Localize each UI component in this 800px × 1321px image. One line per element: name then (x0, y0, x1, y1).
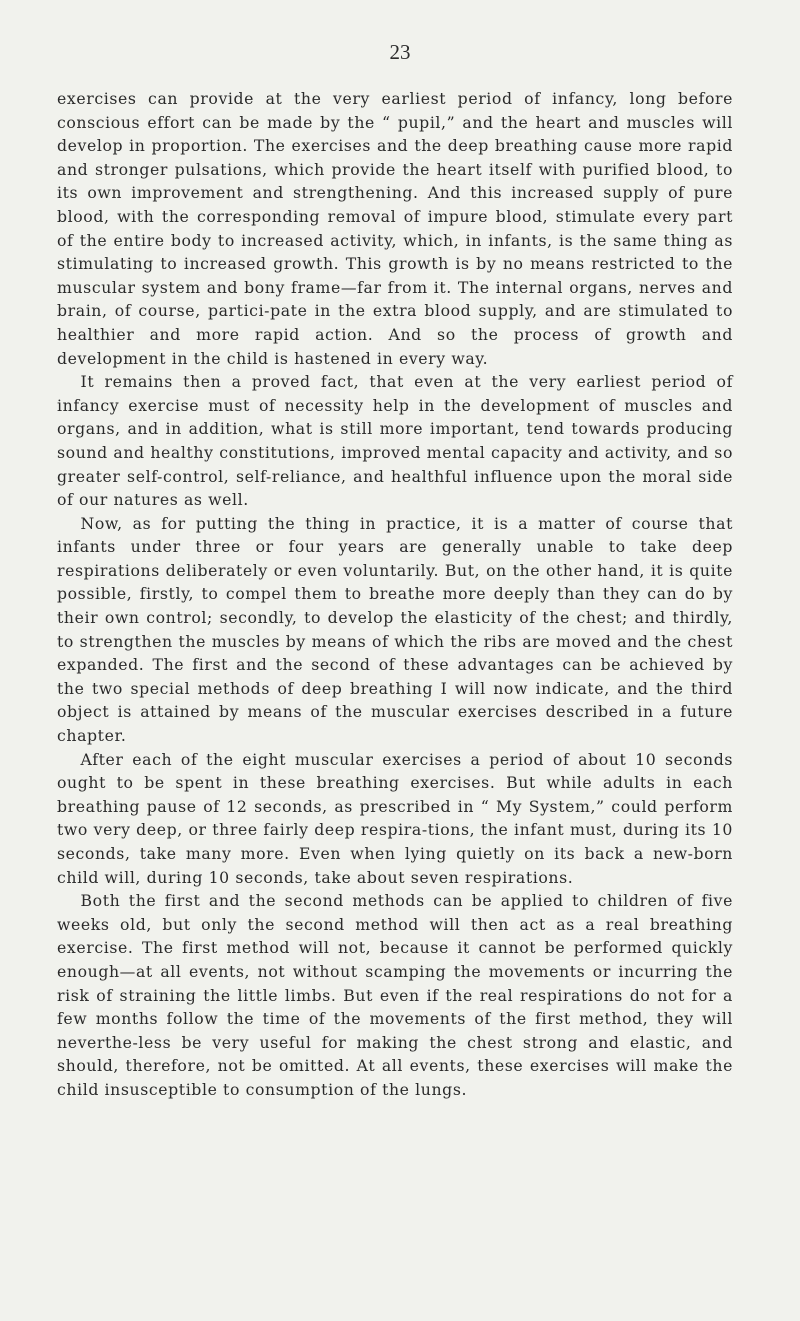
paragraph: exercises can provide at the very earliest period of infancy, long before conscious effort can be made by the “ pupil,” and the heart and muscles will develop in proportion. The exercises and the deep breathing cause more rapid and stronger pulsations, which provide the heart itself with purified blood, to its own improvement and strengthening. And this increased supply of pure blood, with the corresponding removal of impure blood, stimulate every part of the entire body to increased activity, which, in infants, is the same thing as stimulating to increased growth. This growth is by no means restricted to the muscular system and bony frame—far from it. The internal organs, nerves and brain, of course, partici-pate in the extra blood supply, and are stimulated to healthier and more rapid action. And so the process of growth and development in the child is hastened in every way. (57, 89, 733, 368)
paragraph: It remains then a proved fact, that even at the very earliest period of infancy exercise must of necessity help in the development of muscles and organs, and in addition, what is still more important, tend towards producing sound and healthy constitutions, improved mental capacity and activity, and so greater self-control, self-reliance, and healthful influence upon the moral side of our natures as well. (57, 372, 733, 510)
paragraph: After each of the eight muscular exercises a period of about 10 seconds ought to be spent in these breathing exercises. But while adults in each breathing pause of 12 seconds, as prescribed in “ My System,” could perform two very deep, or three fairly deep respira-tions, the infant must, during its 10 seconds, take many more. Even when lying quietly on its back a new-born child will, during 10 seconds, take about seven respirations. (57, 749, 733, 887)
paragraph: Now, as for putting the thing in practice, it is a matter of course that infants under three or four years are generally unable to take deep respirations deliberately or even voluntarily. But, on the other hand, it is quite possible, firstly, to compel them to breathe more deeply than they can do by their own control; secondly, to develop the elasticity of the chest; and thirdly, to strengthen the muscles by means of which the ribs are moved and the chest expanded. The first and the second of these advantages can be achieved by the two special methods of deep breathing I will now indicate, and the third object is attained by means of the muscular exercises described in a future chapter. (57, 513, 733, 746)
paragraph: Both the first and the second methods can be applied to children of five weeks old, but only the second method will then act as a real breathing exercise. The first method will not, because it cannot be performed quickly enough—at all events, not without scamping the movements or incurring the risk of straining the little limbs. But even if the real respirations do not for a few months follow the time of the movements of the first method, they will neverthe-less be very useful for making the chest strong and elastic, and should, therefore, not be omitted. At all events, these exercises will make the child insusceptible to consumption of the lungs. (57, 891, 733, 1099)
page-number: 23 (389, 40, 411, 64)
body-text (57, 87, 733, 1102)
